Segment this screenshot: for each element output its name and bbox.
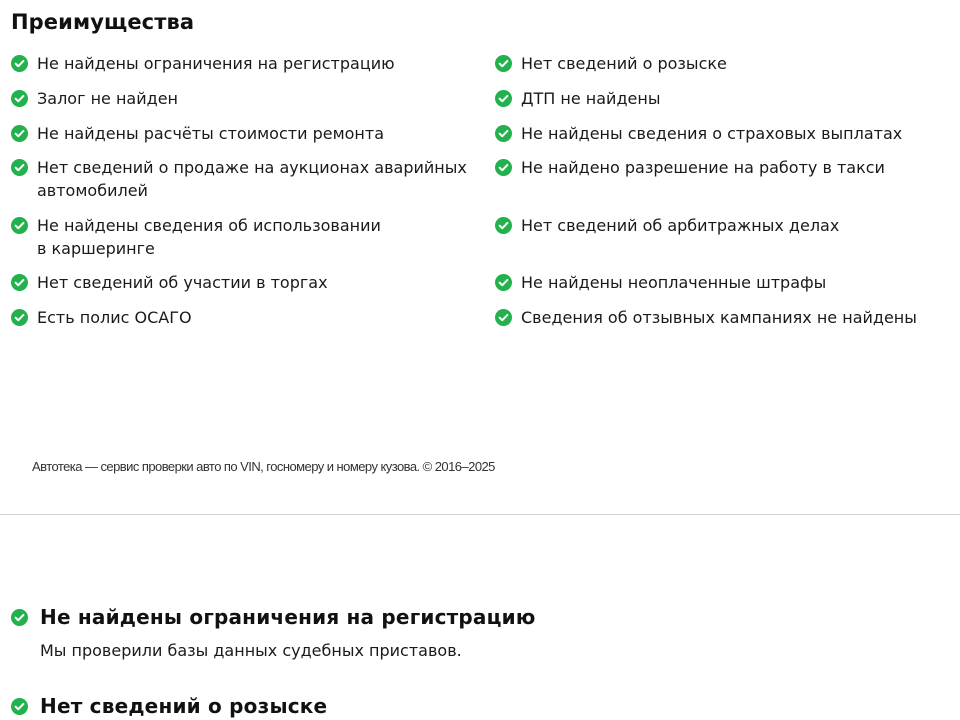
advantage-item [495, 87, 955, 110]
advantage-item [11, 52, 481, 75]
advantage-label: Не найдены сведения о страховых выплатах [521, 124, 903, 143]
detail-header [11, 694, 327, 718]
check-circle-icon [11, 698, 28, 715]
advantage-item [495, 271, 955, 294]
advantages-title: Преимущества [11, 10, 195, 34]
check-circle-icon [495, 125, 512, 142]
advantage-label: Нет сведений о продаже на аукционах аварийных автомобилей [37, 158, 467, 200]
detail-block [11, 605, 536, 660]
advantage-label: Сведения об отзывных кампаниях не найдены [521, 308, 917, 327]
check-circle-icon [495, 309, 512, 326]
check-circle-icon [11, 55, 28, 72]
check-circle-icon [11, 90, 28, 107]
advantage-label: Есть полис ОСАГО [37, 308, 192, 327]
check-circle-icon [11, 217, 28, 234]
detail-title: Не найдены ограничения на регистрацию [40, 605, 536, 629]
advantage-item [11, 156, 481, 202]
advantage-item [495, 122, 955, 145]
check-circle-icon [495, 55, 512, 72]
advantage-item [495, 52, 955, 75]
check-circle-icon [11, 274, 28, 291]
detail-title: Нет сведений о розыске [40, 694, 328, 718]
advantage-label: Не найдено разрешение на работу в такси [521, 158, 885, 177]
advantage-label: Не найдены сведения об использовании в каршеринге [37, 216, 381, 258]
advantage-item [495, 156, 955, 179]
check-circle-icon [495, 159, 512, 176]
check-circle-icon [11, 159, 28, 176]
advantage-label: Не найдены неоплаченные штрафы [521, 273, 827, 292]
advantage-label: ДТП не найдены [521, 89, 661, 108]
detail-header [11, 605, 536, 629]
advantage-item [495, 306, 955, 329]
check-circle-icon [495, 217, 512, 234]
advantage-item [11, 214, 481, 260]
advantage-label: Нет сведений об участии в торгах [37, 273, 328, 292]
advantage-item [11, 87, 481, 110]
advantage-item [11, 122, 481, 145]
advantage-label: Нет сведений об арбитражных делах [521, 216, 840, 235]
check-circle-icon [11, 609, 28, 626]
footer-copyright: Автотека — сервис проверки авто по VIN, госномеру и номеру кузова. © 2016–2025 [32, 459, 495, 474]
detail-block [11, 694, 327, 718]
check-circle-icon [11, 125, 28, 142]
section-divider [0, 514, 960, 515]
advantage-item [495, 214, 955, 237]
detail-description: Мы проверили базы данных судебных приставов. [40, 641, 462, 660]
advantage-item [11, 271, 481, 294]
advantage-item [11, 306, 481, 329]
advantage-label: Залог не найден [37, 89, 178, 108]
check-circle-icon [495, 90, 512, 107]
advantage-label: Не найдены расчёты стоимости ремонта [37, 124, 385, 143]
advantage-label: Нет сведений о розыске [521, 54, 727, 73]
check-circle-icon [11, 309, 28, 326]
check-circle-icon [495, 274, 512, 291]
advantage-label: Не найдены ограничения на регистрацию [37, 54, 395, 73]
